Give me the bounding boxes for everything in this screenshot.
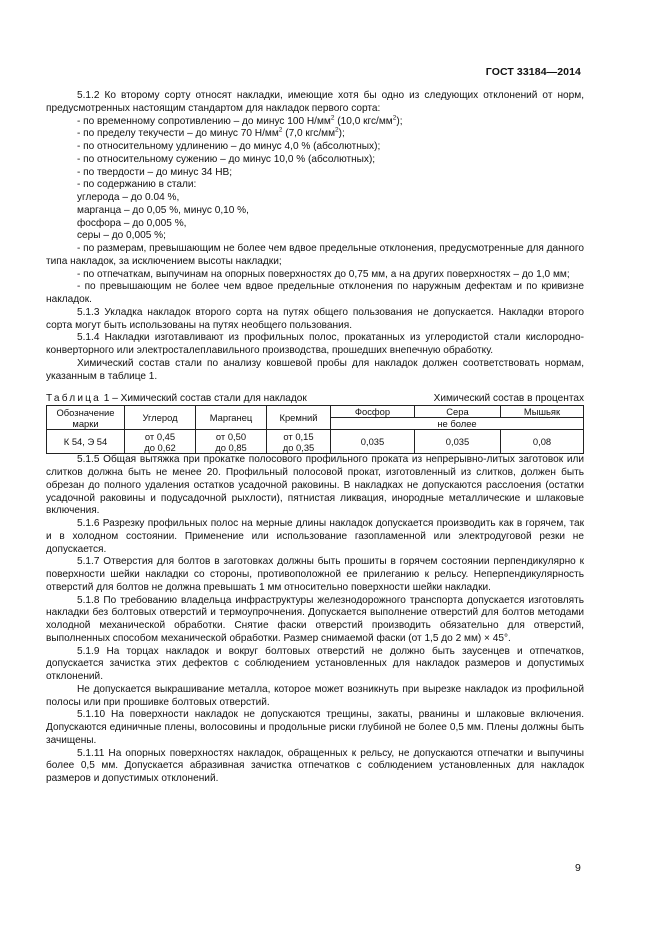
item-yield-text-a: - по пределу текучести – до минус 70 Н/мм bbox=[77, 128, 279, 140]
cell-silicon-from: от 0,15 bbox=[283, 430, 314, 442]
cell-manganese-to: до 0,85 bbox=[215, 441, 247, 453]
table-units: Химический состав в процентах bbox=[433, 393, 584, 405]
cell-carbon bbox=[125, 430, 196, 454]
para-5-1-9: 5.1.9 На торцах накладок и вокруг болтовых отверстий не должно быть заусенцев и отпечатков, допускается зачистка этих дефектов с соблюдением установленных для накладок размеров и допустимых отклонений. bbox=[46, 645, 584, 682]
item-tensile: - по временному сопротивлению – до минус 100 $Н/мм^2$ (10,0 кгс/$мм^2$); bbox=[77, 114, 403, 127]
table-label: Таблица bbox=[46, 393, 101, 405]
para-5-1-2: 5.1.2 Ко второму сорту относят накладки, имеющие хотя бы одно из следующих отклонений от норм, предусмотренных настоящим стандартом для накладок первого сорта: bbox=[46, 90, 584, 114]
para-chipping: Не допускается выкрашивание металла, которое может возникнуть при вырезке накладок из профильной полосы или при прошивке болтовых отверстий. bbox=[46, 683, 584, 708]
item-tensile-text-c: ); bbox=[396, 115, 403, 127]
document-body bbox=[46, 90, 584, 786]
cell-manganese bbox=[196, 430, 267, 454]
para-5-1-5: 5.1.5 Общая вытяжка при прокатке полосового профильного проката из непрерывно-литых заготовок или слитков должна быть не менее 20. Профильный полосовой прокат, изготовленный из слитков, должен быть обрезан до полного удаления остатков усадочной раковины. В накладках не допускаются расслоения (остатки усадочной раковины и подусадочной рыхлости), пятнистая ликвация, инородные металлические и шлаковые включения. bbox=[46, 454, 584, 517]
header-carbon: Углерод bbox=[125, 406, 196, 430]
cell-grade: К 54, Э 54 bbox=[47, 430, 125, 454]
cell-carbon-from: от 0,45 bbox=[144, 430, 176, 442]
item-tensile-text-b: (10,0 кгс/мм bbox=[334, 115, 393, 127]
header-sulfur: Сера bbox=[415, 406, 501, 418]
cell-arsenic: 0,08 bbox=[501, 430, 584, 454]
para-5-1-8: 5.1.8 По требованию владельца инфраструктуры железнодорожного транспорта допускается изготовлять накладки без болтовых отверстий и термоупрочнения. Допускается выполнение отверстий для болтов методами холодной механической обработки. Снятие фаски отверстий производить обязательно для отверстий, выполненных способом механической обработки. Размер снимаемой фаски (от 1,5 до 2 мм) × 45°. bbox=[46, 594, 584, 644]
table-title-text: 1 – Химический состав стали для накладок bbox=[100, 393, 307, 405]
page-number: 9 bbox=[575, 862, 581, 874]
header-grade: Обозначение марки bbox=[47, 406, 125, 430]
item-prints: - по отпечаткам, выпучинам на опорных поверхностях до 0,75 мм, а на других поверхностях – до 1,0 мм; bbox=[77, 268, 570, 280]
para-5-1-7: 5.1.7 Отверстия для болтов в заготовках должны быть прошиты в горячем состоянии перпендикулярно к поверхности шейки накладки со стороны, противоположной ее прилеганию к рельсу. Неперпендикулярность отверстий для болтов не должна превышать 1 мм относительно поверхности шейки накладки. bbox=[46, 556, 584, 593]
cell-silicon bbox=[267, 430, 331, 454]
header-silicon: Кремний bbox=[267, 406, 331, 430]
header-arsenic: Мышьяк bbox=[501, 406, 584, 418]
item-manganese: марганца – до 0,05 %, минус 0,10 %, bbox=[77, 204, 249, 216]
header-manganese: Марганец bbox=[196, 406, 267, 430]
cell-carbon-to: до 0,62 bbox=[144, 441, 176, 453]
cell-silicon-to: до 0,35 bbox=[282, 441, 315, 453]
item-elongation: - по относительному удлинению – до минус 4,0 % (абсолютных); bbox=[77, 141, 381, 152]
cell-manganese-from: от 0,50 bbox=[215, 430, 247, 442]
header-no-more: не более bbox=[331, 418, 584, 430]
table-caption bbox=[46, 393, 584, 405]
para-5-1-10: 5.1.10 На поверхности накладок не допускаются трещины, закаты, рванины и шлаковые включения. Допускаются единичные плены, волосовины и продольные риски глубиной не более 0,5 мм. Плены должны быть зачищены. bbox=[46, 709, 584, 746]
para-5-1-11: 5.1.11 На опорных поверхностях накладок, обращенных к рельсу, не допускаются отпечатки и выпучины более 0,5 мм. Допускается абразивная зачистка отпечатков с соблюдением установленных для накладок размеров и допустимых отклонений. bbox=[46, 747, 584, 784]
chemical-composition-table bbox=[46, 405, 584, 454]
para-5-1-3: 5.1.3 Укладка накладок второго сорта на путях общего пользования не допускается. Накладки второго сорта могут быть использованы на путях необщего пользования. bbox=[46, 306, 584, 331]
item-content: - по содержанию в стали: bbox=[77, 179, 197, 191]
para-chem-requirement: Химический состав стали по анализу ковшевой пробы для накладок должен соответствовать нормам, указанным в таблице 1. bbox=[46, 357, 584, 382]
item-tensile-text-a: - по временному сопротивлению – до минус 100 Н/мм bbox=[77, 115, 331, 127]
table-row bbox=[47, 430, 584, 454]
item-sulfur: серы – до 0,005 %; bbox=[77, 230, 166, 242]
item-yield-text-c: ); bbox=[338, 128, 345, 140]
cell-phosphorus: 0,035 bbox=[331, 430, 415, 454]
para-5-1-4: 5.1.4 Накладки изготавливают из профильных полос, прокатанных из углеродистой стали кислородно-конверторного или электросталеплавильного производства, прошедших внепечную обработку. bbox=[46, 332, 584, 356]
para-5-1-6: 5.1.6 Разрезку профильных полос на мерные длины накладок допускается производить как в горячем, так и в холодном состоянии. Применение или использование газопламенной или электродуговой резки не допускается. bbox=[46, 518, 584, 555]
item-narrowing: - по относительному сужению – до минус 10,0 % (абсолютных); bbox=[77, 153, 376, 165]
item-yield-text-b: (7,0 кгс/мм bbox=[282, 128, 336, 140]
item-yield: - по пределу текучести – до минус 70 $Н/мм^2$ (7,0 кгс/$мм^2$); bbox=[77, 126, 345, 140]
item-sizes: - по размерам, превышающим не более чем вдвое предельные отклонения, предусмотренные для данного типа накладок, за исключением высоты накладки; bbox=[46, 243, 584, 267]
standard-header: ГОСТ 33184—2014 bbox=[485, 66, 581, 78]
item-hardness: - по твердости – до минус 34 НВ; bbox=[77, 166, 233, 178]
header-phosphorus: Фосфор bbox=[331, 406, 415, 418]
item-phosphorus: фосфора – до 0,005 %, bbox=[77, 217, 187, 229]
item-defects: - по превышающим не более чем вдвое предельные отклонения по наружным дефектам и по кривизне накладок. bbox=[46, 281, 584, 305]
cell-sulfur: 0,035 bbox=[415, 430, 501, 454]
table-title bbox=[46, 393, 307, 405]
item-carbon: углерода – до 0.04 %, bbox=[77, 192, 180, 203]
